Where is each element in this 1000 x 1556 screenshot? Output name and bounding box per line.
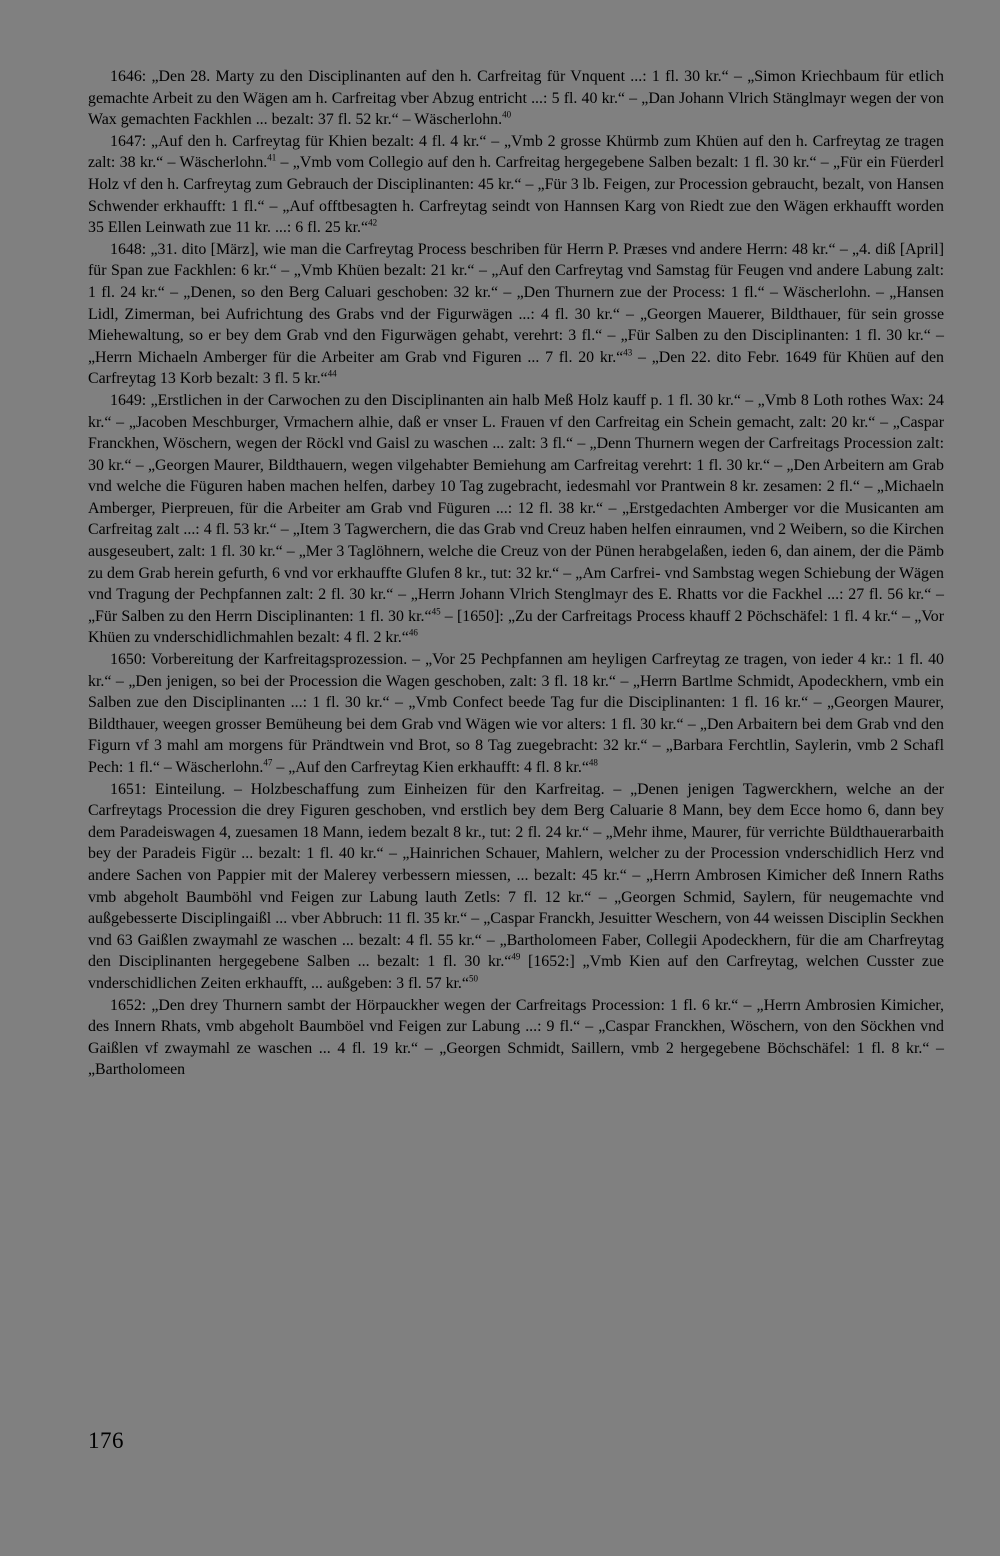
footnote-ref: 40: [502, 109, 512, 120]
footnote-ref: 47: [263, 757, 273, 768]
text-run: 1652: „Den drey Thurnern sambt der Hörpauckher wegen der Carfreitags Procession: 1 fl. 6 kr.“ – „Herrn Ambrosien Kimicher, des Innern Rhats, vmb abgeholt Baumböel vnd Feigen zur Labung ...: 9 fl.“ – „Caspar Franckhen, Wöschern, von den Söckhen vnd Gaißlen vf zwaymahl ze waschen ... 4 fl. 19 kr.“ – „Georgen Schmidt, Saillern, vmb 2 hergegebene Böchschäfel: 1 fl. 8 kr.“ – „Bartholomeen: [88, 996, 944, 1079]
footnote-ref: 48: [588, 757, 598, 768]
text-run: – „Vmb vom Collegio auf den h. Carfreitag hergegebene Salben bezalt: 1 fl. 30 kr.“ – „Für ein Füerderl Holz vf den h. Carfreytag zum Gebrauch der Disciplinanten: 45 kr.“ – „Für 3 lb. Feigen, zur Procession gebraucht, bezalt, von Hansen Schwender erkhaufft: 1 fl.“ – „Auf offtbesagten h. Carfreytag seindt von Hannsen Karg von Riedt zue den Wägen erkhaufft worden 35 Ellen Leinwath zue 11 kr. ...: 6 fl. 25 kr.“: [88, 154, 944, 237]
text-run: [1652:] „Vmb Kien auf den Carfreytag, welchen Cusster zue vnderschidlichen Zeiten erkhaufft, ... außgeben: 3 fl. 57 kr.“: [88, 953, 944, 992]
paragraph-p1652: [88, 995, 944, 1081]
text-run: – [1650]: „Zu der Carfreitags Process khauff 2 Pöchschäfel: 1 fl. 4 kr.“ – „Vor Khüen zu vnderschidlichmahlen bezalt: 4 fl. 2 kr.“: [88, 607, 945, 647]
footnote-ref: 41: [267, 153, 277, 164]
paragraph-p1651: [88, 779, 944, 995]
text-run: 1648: „31. dito [März], wie man die Carfreytag Process beschriben für Herrn P. Præses vnd andere Herrn: 48 kr.“ – „4. diß [April] für Span zue Fackhlen: 6 kr.“ – „Vmb Khüen bezalt: 21 kr.“ – „Auf den Carfreytag vnd Samstag für Feugen vnd andere Labung zalt: 1 fl. 24 kr.“ – „Denen, so den Berg Caluari geschoben: 32 kr.“ – „Den Thurnern zue der Process: 1 fl.“ – Wäscherlohn. – „Hansen Lidl, Zimerman, bei Aufrichtung des Grabs vnd der Figurwägen ...: 4 fl. 30 kr.“ – „Georgen Mauerer, Bildthauer, für sein grosse Miehewaltung, so er bey dem Grab vnd den Figurwägen gehabt, verehrt: 3 fl.“ – „Für Salben zu den Disciplinanten: 1 fl. 30 kr.“ – „Herrn Michaeln Amberger für die Arbeiter am Grab vnd Figuren ... 7 fl. 20 kr.“: [88, 240, 944, 366]
text-run: – „Auf den Carfreytag Kien erkhaufft: 4 fl. 8 kr.“: [272, 759, 589, 776]
paragraph-p1649: [88, 390, 944, 649]
footnote-ref: 49: [511, 952, 521, 963]
text-run: 1651: Einteilung. – Holzbeschaffung zum Einheizen für den Karfreitag. – „Denen jenigen Tagwerckhern, welche an der Carfreytags Procession die drey Figuren geschoben, vnd erstlich bey dem Berg Caluarie 8 Mann, bey dem Ecce homo 6, dann bey dem Paradeiswagen 4, zuesamen 18 Mann, iedem bezalt 8 kr., tut: 2 fl. 24 kr.“ – „Mehr ihme, Maurer, für verrichte Büldthauerarbaith bey der Paradeis Figür ... bezalt: 1 fl. 40 kr.“ – „Hainrichen Schauer, Mahlern, welcher zu der Procession vnderschidlich Herz vnd andere Sachen von Pappier mit der Malerey verbessern miessen, ... bezalt: 45 kr.“ – „Herrn Ambrosen Kimicher deß Innern Raths vmb abgeholt Baumböhl vnd Feigen zur Labung lauth Zetls: 7 fl. 12 kr.“ – „Georgen Schmid, Saylern, für neugemachte vnd außgebesserte Disciplingaißl ... vber Abbruch: 11 fl. 35 kr.“ – „Caspar Franckh, Jesuitter Weschern, von 44 weissen Disciplin Seckhen vnd 63 Gaißlen zwaymahl ze waschen ... bezalt: 4 fl. 55 kr.“ – „Bartholomeen Faber, Collegii Apodeckhern, für die am Charfreytag den Disciplinanten hergegebene Salben ... bezalt: 1 fl. 30 kr.“: [88, 780, 944, 971]
text-run: 1650: Vorbereitung der Karfreitagsprozession. – „Vor 25 Pechpfannen am heyligen Carfreytag ze tragen, von ieder 4 kr.: 1 fl. 40 kr.“ – „Den jenigen, so bei der Procession die Wagen geschoben, zalt: 3 fl. 18 kr.“ – „Herrn Bartlme Schmidt, Apodeckhern, vmb ein Salben zue den Disciplinanten ...: 1 fl. 30 kr.“ – „Vmb Confect beede Tag fur die Disciplinanten: 1 fl. 16 kr.“ – „Georgen Maurer, Bildthauer, weegen grosser Bemüheung bei dem Grab vnd Wägen wie vor alters: 1 fl. 30 kr.“ – „Den Arbaitern bei dem Grab vnd den Figurn vf 3 mahl am morgens für Prändtwein vnd Brot, so 8 Tag zuegebracht: 32 kr.“ – „Barbara Ferchtlin, Saylerin, vmb 2 Schafl Pech: 1 fl.“ – Wäscherlohn.: [88, 651, 944, 776]
footnote-ref: 44: [327, 369, 337, 380]
footnote-ref: 46: [408, 628, 418, 639]
text-run: 1647: „Auf den h. Carfreytag für Khien bezalt: 4 fl. 4 kr.“ – „Vmb 2 grosse Khürmb zum Khüen auf den h. Carfreytag ze tragen zalt: 38 kr.“ – Wäscherlohn.: [88, 132, 944, 172]
footnote-ref: 42: [368, 217, 378, 228]
body-text: [88, 66, 944, 1081]
footnote-ref: 45: [431, 606, 441, 617]
text-run: 1646: „Den 28. Marty zu den Disciplinanten auf den h. Carfreitag für Vnquent ...: 1 fl. 30 kr.“ – „Simon Kriechbaum für etlich gemachte Arbeit zu den Wägen am h. Carfreitag vber Abzug entricht ...: 5 fl. 40 kr.“ – „Dan Johann Vlrich Stänglmayr wegen der von Wax gemachten Fackhlen ... bezalt: 37 fl. 52 kr.“ – Wäscherlohn.: [88, 68, 944, 129]
paragraph-p1646: [88, 66, 944, 131]
footnote-ref: 43: [623, 347, 633, 358]
paragraph-p1648: [88, 239, 944, 390]
footnote-ref: 50: [468, 973, 478, 984]
paragraph-p1647: [88, 131, 944, 239]
paragraph-p1650: [88, 649, 944, 779]
text-run: 1649: „Erstlichen in der Carwochen zu den Disciplinanten ain halb Meß Holz kauff p. 1 fl. 30 kr.“ – „Vmb 8 Loth rothes Wax: 24 kr.“ – „Jacoben Meschburger, Vrmachern alhie, daß er vnser L. Frauen vf den Carfreitag ein Schein gemacht, zalt: 20 kr.“ – „Caspar Franckhen, Wöschern, wegen der Röckl vnd Gaisl zu waschen ... zalt: 3 fl.“ – „Denn Thurnern wegen der Carfreitags Procession zalt: 30 kr.“ – „Georgen Maurer, Bildthauern, wegen vilgehabter Bemiehung am Carfreitag verehrt: 1 fl. 30 kr.“ – „Den Arbeitern am Grab vnd welche die Füguren haben machen helfen, darbey 10 Tag zugebracht, iedesmahl vor Prantwein 8 kr. zesamen: 2 fl.“ – „Michaeln Amberger, Pierpreuen, für die Arbeiter am Grab vnd Füguren ...: 12 fl. 38 kr.“ – „Erstgedachten Amberger vor die Musicanten am Carfreitag zalt ...: 4 fl. 53 kr.“ – „Item 3 Tagwerchern, die das Grab vnd Creuz haben helfen einraumen, vnd 2 Weibern, so die Kirchen ausgeseubert, zalt: 1 fl. 30 kr.“ – „Mer 3 Taglöhnern, welche die Creuz von der Pünen herabgelaßen, ieden 6, dan ainem, der die Pämb zu dem Grab herein gefurth, 6 vnd vor erkhauffte Glufen 8 kr., tut: 32 kr.“ – „Am Carfrei- vnd Sambstag wegen Schiebung der Wägen vnd Tragung der Pechpfannen zalt: 2 fl. 30 kr.“ – „Herrn Johann Vlrich Stenglmayr des E. Rhatts vor die Fackhel ...: 27 fl. 56 kr.“ – „Für Salben zu den Herrn Disciplinanten: 1 fl. 30 kr.“: [88, 391, 944, 625]
page-number: 176: [88, 1428, 124, 1453]
text-run: – „Den 22. dito Febr. 1649 für Khüen auf den Carfreytag 13 Korb bezalt: 3 fl. 5 kr.“: [88, 348, 944, 388]
